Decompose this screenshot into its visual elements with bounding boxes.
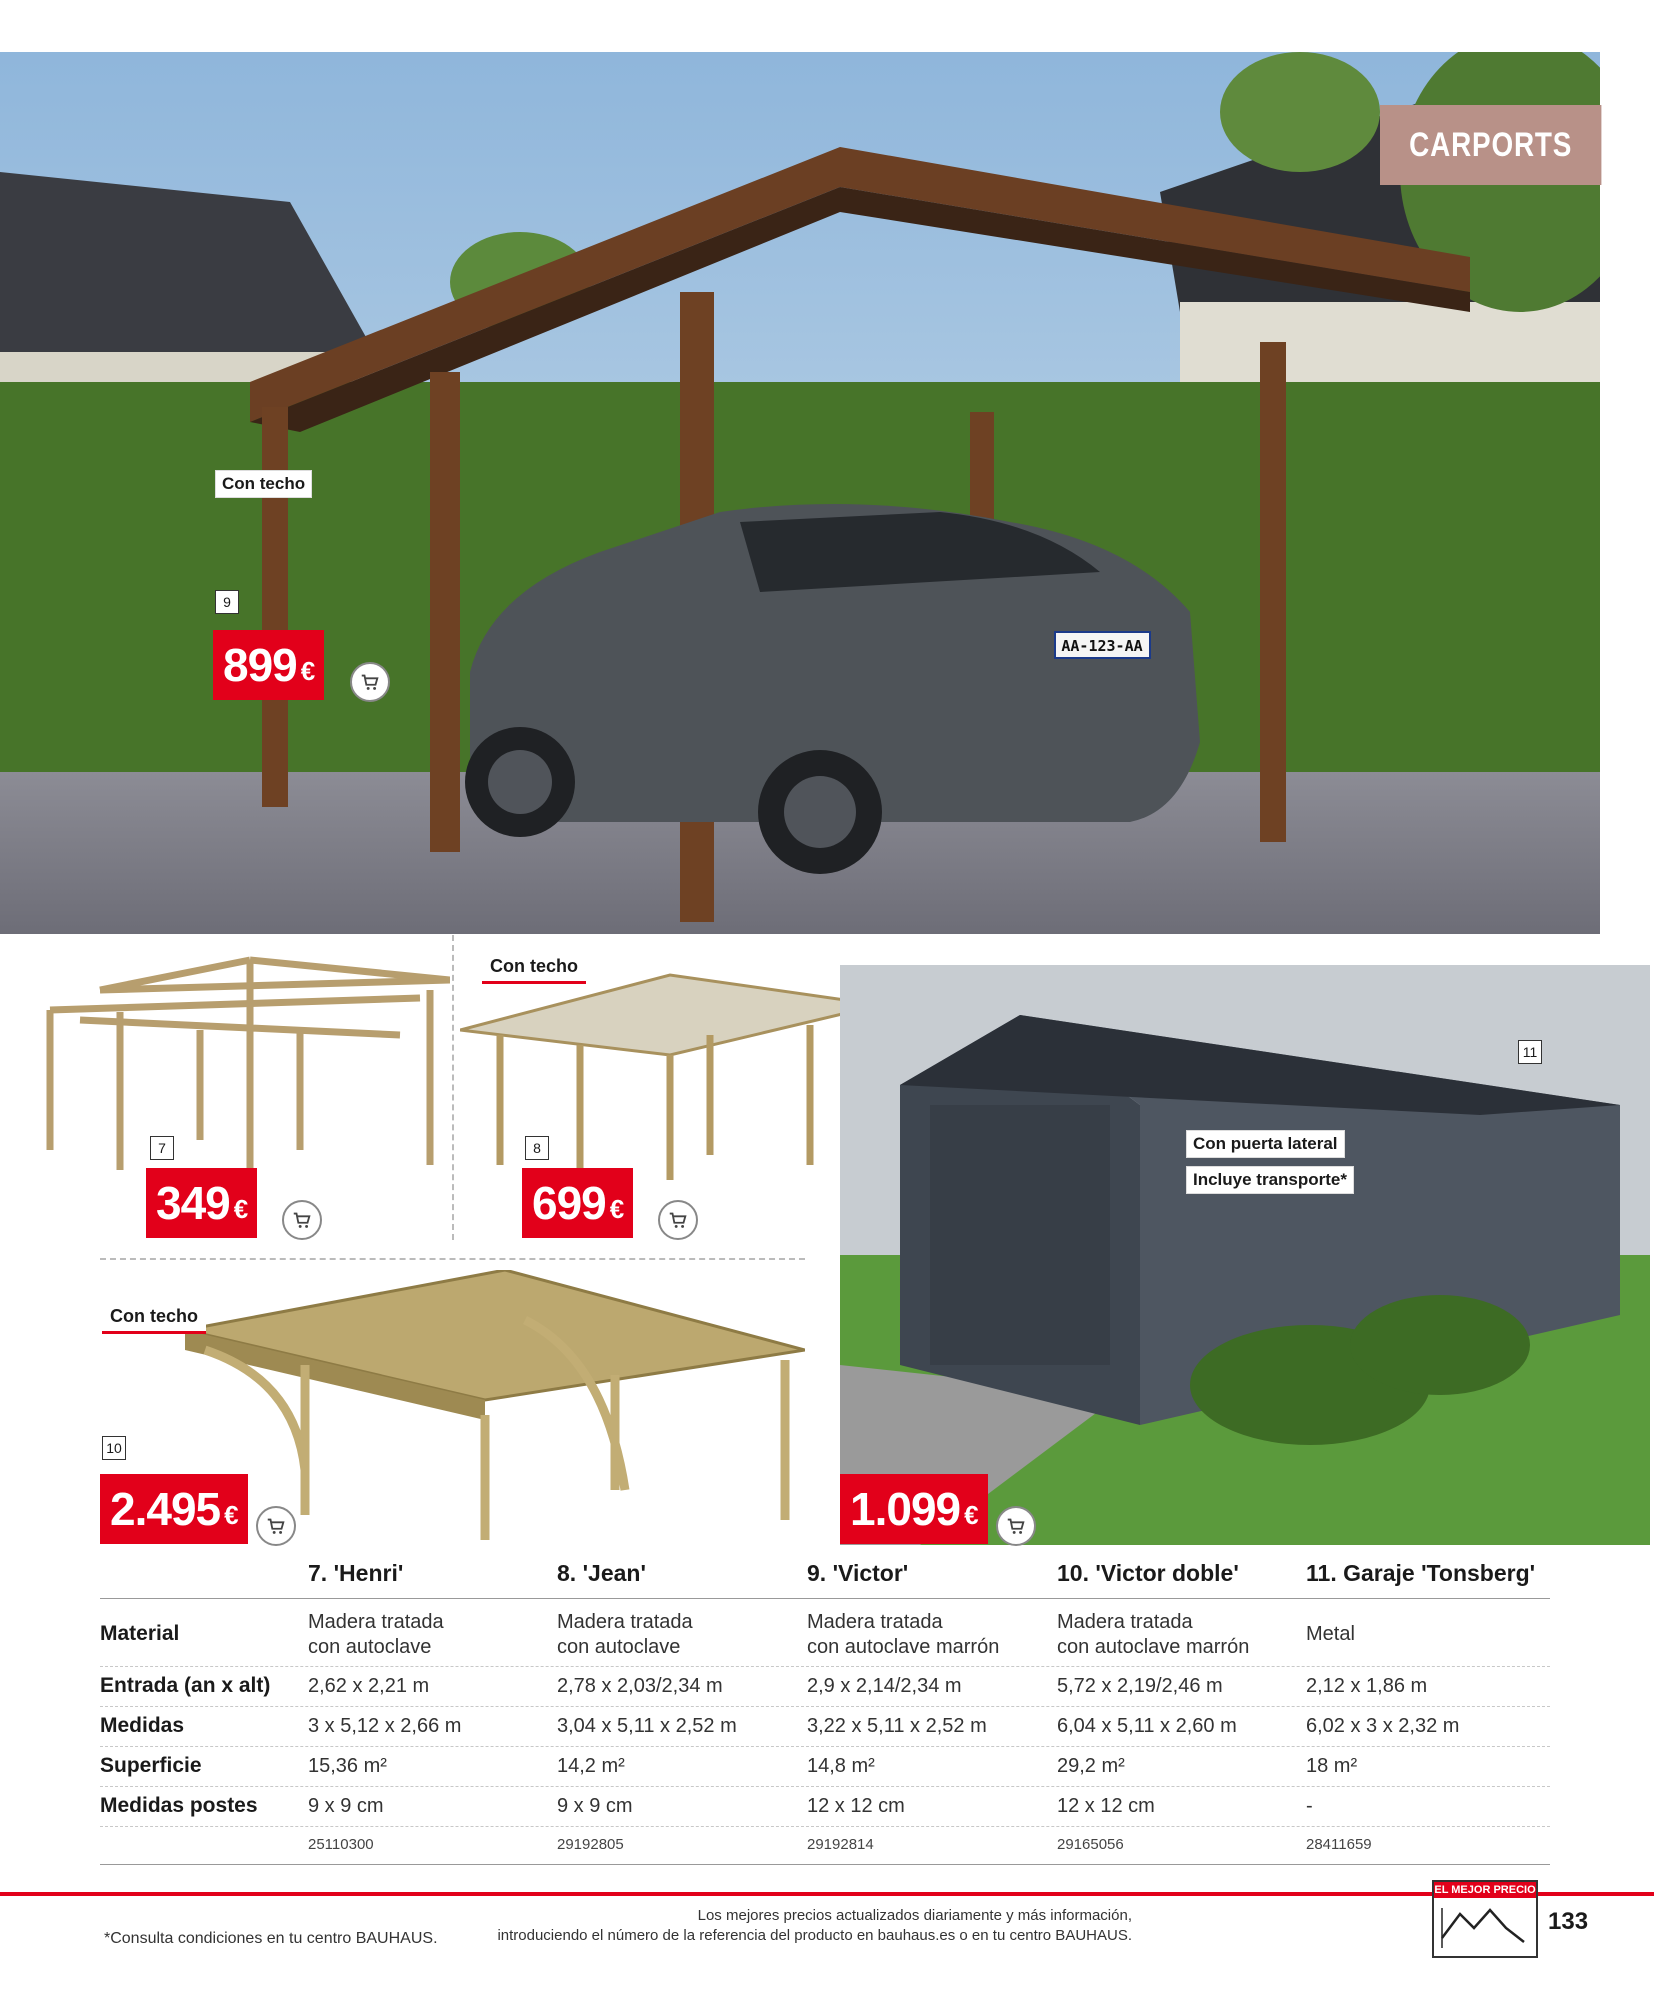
table-cell: Madera tratada con autoclave marrón [807,1611,1000,1658]
footnote: *Consulta condiciones en tu centro BAUHAUS. [104,1930,438,1947]
product-number-10: 10 [102,1436,126,1460]
table-cell: 3 x 5,12 x 2,66 m [308,1715,462,1737]
table-cell: 2,9 x 2,14/2,34 m [807,1675,962,1697]
column-header: 10. 'Victor doble' [1057,1560,1239,1586]
license-plate: AA-123-AA [1061,637,1143,655]
cart-icon [265,1515,287,1537]
price-value: 349 [156,1177,230,1229]
divider [100,1258,805,1260]
price-value: 2.495 [110,1483,221,1535]
product-reference: 29192805 [557,1836,624,1853]
table-rule [100,1746,1550,1747]
table-rule [100,1666,1550,1667]
table-cell: Madera tratada con autoclave [308,1611,444,1658]
table-cell: 29,2 m² [1057,1755,1125,1777]
row-label: Superficie [100,1754,202,1777]
add-to-cart-button-10[interactable] [256,1506,296,1546]
table-cell: Madera tratada con autoclave [557,1611,693,1658]
column-header: 7. 'Henri' [308,1560,404,1586]
add-to-cart-button-8[interactable] [658,1200,698,1240]
table-cell: 5,72 x 2,19/2,46 m [1057,1675,1223,1697]
table-cell: 6,02 x 3 x 2,32 m [1306,1715,1460,1737]
product-reference: 28411659 [1306,1836,1372,1853]
table-cell: 18 m² [1306,1755,1358,1777]
row-label: Medidas postes [100,1794,258,1817]
row-label: Entrada (an x alt) [100,1674,271,1697]
product-number-9: 9 [215,590,239,614]
product-reference: 25110300 [308,1836,374,1853]
cart-icon [359,671,381,693]
divider [452,935,454,1240]
spec-table [100,1560,1550,1870]
table-cell: 2,78 x 2,03/2,34 m [557,1675,723,1697]
column-header: 11. Garaje 'Tonsberg' [1306,1560,1536,1586]
tag-con-techo-8: Con techo [482,952,586,984]
tag-con-techo-9: Con techo [215,470,312,498]
cart-icon [291,1209,313,1231]
currency: € [609,1193,624,1224]
currency: € [224,1499,238,1530]
price-tag-7 [146,1168,257,1238]
product-number-8: 8 [525,1136,549,1160]
table-cell: Madera tratada con autoclave marrón [1057,1611,1250,1658]
table-cell: 14,8 m² [807,1755,875,1777]
table-cell: 12 x 12 cm [1057,1795,1155,1817]
table-cell: 12 x 12 cm [807,1795,905,1817]
add-to-cart-button-7[interactable] [282,1200,322,1240]
table-cell: 9 x 9 cm [308,1795,384,1817]
carport-henri-image [40,950,450,1175]
table-cell: 3,22 x 5,11 x 2,52 m [807,1715,987,1737]
section-tab: CARPORTS [1380,105,1601,185]
price-tag-8 [522,1168,633,1238]
table-rule [100,1786,1550,1787]
table-cell: - [1306,1795,1313,1817]
table-cell: 2,12 x 1,86 m [1306,1675,1428,1697]
currency: € [300,655,315,686]
row-label: Material [100,1622,180,1645]
price-tag-9 [213,630,324,700]
table-cell: 15,36 m² [308,1755,387,1777]
cart-icon [1005,1515,1027,1537]
table-rule [100,1706,1550,1707]
tag-incluye-transporte: Incluye transporte* [1186,1166,1354,1194]
table-cell: 9 x 9 cm [557,1795,633,1817]
column-header: 9. 'Victor' [807,1560,909,1586]
cart-icon [667,1209,689,1231]
product-number-7: 7 [150,1136,174,1160]
table-cell: 6,04 x 5,11 x 2,60 m [1057,1715,1237,1737]
best-price-badge [1432,1880,1538,1958]
add-to-cart-button-9[interactable] [350,662,390,702]
tag-con-puerta-lateral: Con puerta lateral [1186,1130,1345,1158]
footer-info: Los mejores precios actualizados diariamente y más información, introduciendo el número de la referencia del producto en bauhaus.es o en tu centro BAUHAUS. [497,1907,1132,1944]
table-cell: Metal [1306,1623,1355,1645]
price-value: 1.099 [850,1483,961,1535]
product-number-11: 11 [1518,1040,1542,1064]
currency: € [233,1193,248,1224]
table-cell: 2,62 x 2,21 m [308,1675,430,1697]
price-trend-icon [1434,1898,1536,1954]
table-rule [100,1864,1550,1865]
row-label: Medidas [100,1714,185,1737]
table-cell: 14,2 m² [557,1755,625,1777]
best-price-label: EL MEJOR PRECIO [1434,1884,1536,1896]
tag-con-techo-10: Con techo [102,1302,206,1334]
column-header: 8. 'Jean' [557,1560,646,1586]
currency: € [964,1499,978,1530]
table-rule [100,1826,1550,1827]
table-rule [100,1598,1550,1599]
carport-jean-image [460,965,880,1185]
price-tag-10 [100,1474,248,1544]
footer-rule [0,1892,1654,1896]
product-reference: 29165056 [1057,1836,1124,1853]
page-number: 133 [1548,1908,1589,1935]
price-value: 899 [223,639,297,691]
product-reference: 29192814 [807,1836,874,1853]
price-value: 699 [532,1177,606,1229]
add-to-cart-button-11[interactable] [996,1506,1036,1546]
table-cell: 3,04 x 5,11 x 2,52 m [557,1715,737,1737]
price-tag-11 [840,1474,988,1544]
